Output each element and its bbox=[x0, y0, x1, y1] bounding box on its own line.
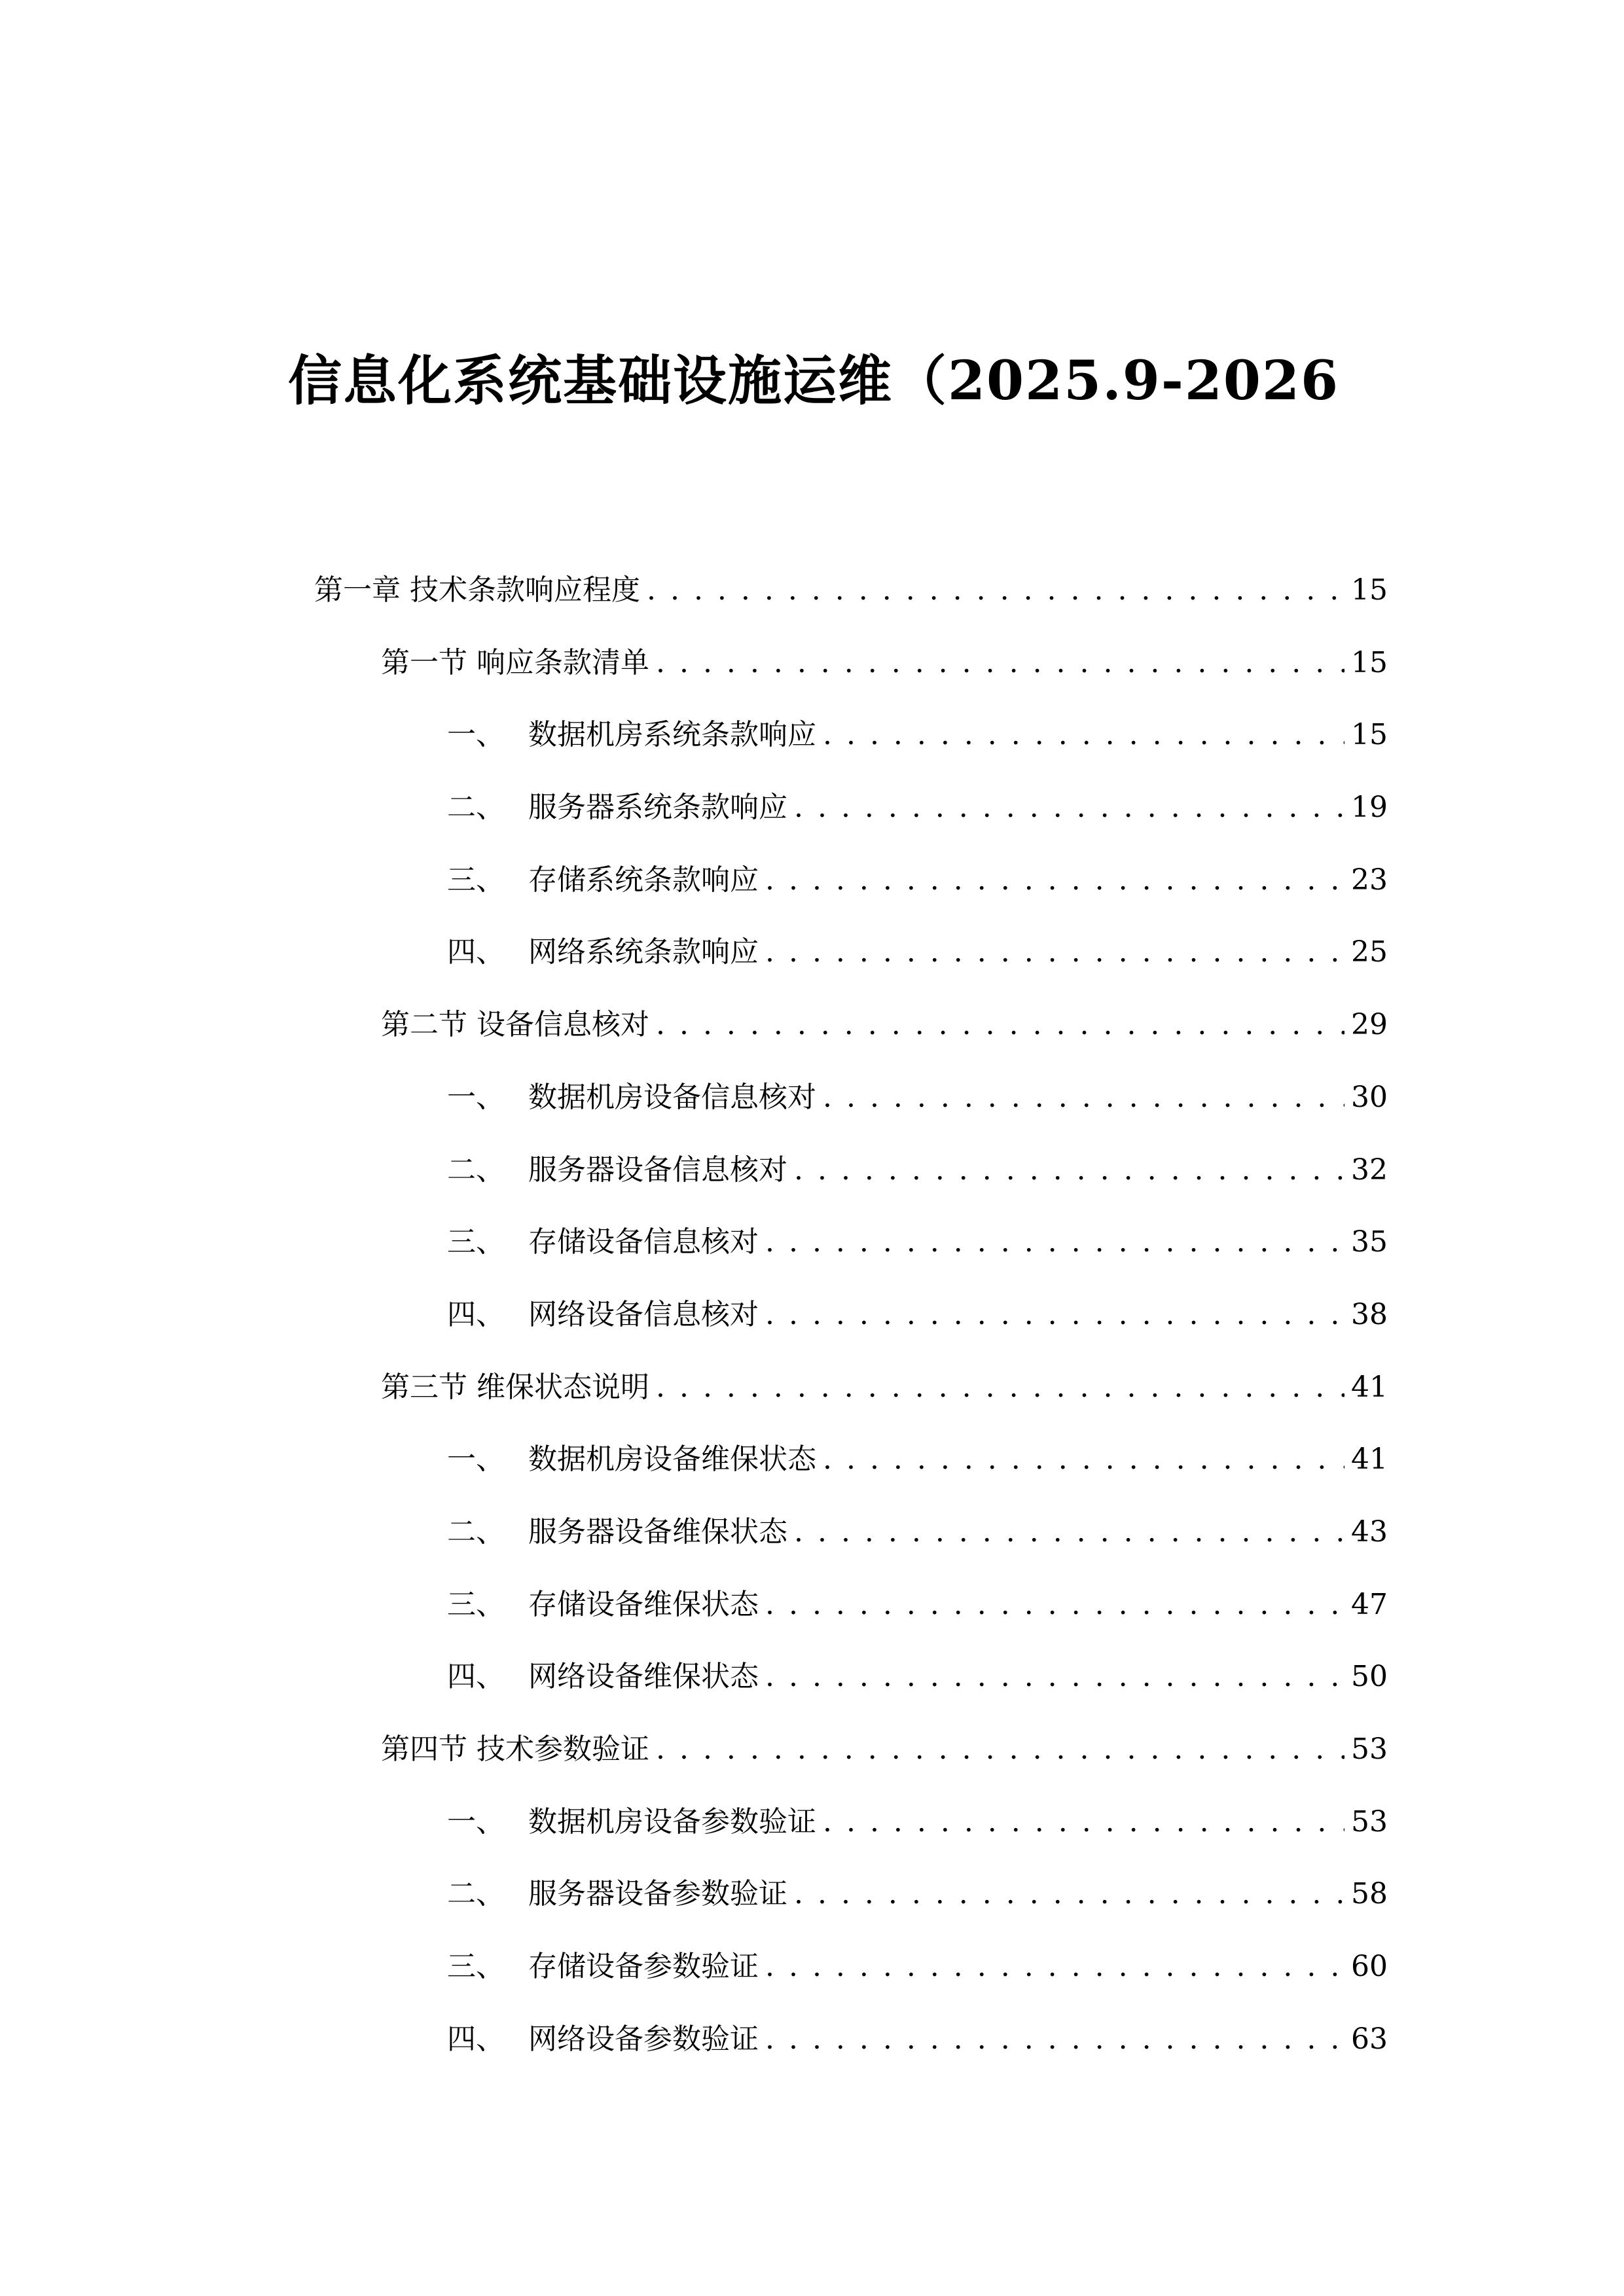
toc-entry-number: 三、 bbox=[447, 863, 505, 897]
toc-entry[interactable] bbox=[314, 1134, 1388, 1207]
toc-entry-page: 63 bbox=[1351, 2022, 1388, 2056]
toc-entry[interactable] bbox=[314, 772, 1388, 844]
toc-entry-page: 35 bbox=[1351, 1225, 1388, 1259]
toc-entry-number: 一、 bbox=[447, 1080, 505, 1114]
table-of-contents bbox=[314, 554, 1388, 2075]
toc-entry-number: 二、 bbox=[447, 791, 505, 825]
dot-leader bbox=[656, 989, 1344, 1062]
toc-entry-page: 50 bbox=[1351, 1660, 1388, 1694]
toc-entry-number: 二、 bbox=[447, 1877, 505, 1911]
toc-entry[interactable] bbox=[314, 1496, 1388, 1569]
toc-entry-label: 第二节 设备信息核对 bbox=[381, 1008, 649, 1042]
dot-leader bbox=[823, 1062, 1344, 1134]
toc-entry[interactable] bbox=[314, 989, 1388, 1062]
toc-entry[interactable] bbox=[314, 1062, 1388, 1134]
toc-entry[interactable] bbox=[314, 1858, 1388, 1931]
dot-leader bbox=[765, 1206, 1344, 1279]
toc-entry-label: 存储设备信息核对 bbox=[528, 1225, 759, 1259]
toc-entry[interactable] bbox=[314, 1569, 1388, 1641]
toc-entry-number: 四、 bbox=[447, 1660, 505, 1694]
toc-entry[interactable] bbox=[314, 1279, 1388, 1352]
dot-leader bbox=[823, 699, 1344, 772]
toc-entry-page: 60 bbox=[1351, 1950, 1388, 1984]
toc-entry-label: 第一节 响应条款清单 bbox=[381, 645, 649, 679]
toc-entry-label: 网络设备参数验证 bbox=[528, 2022, 759, 2056]
toc-entry-label: 数据机房设备维保状态 bbox=[528, 1443, 816, 1477]
toc-entry-label: 网络设备维保状态 bbox=[528, 1660, 759, 1694]
toc-entry[interactable] bbox=[314, 1641, 1388, 1713]
toc-entry-label: 第一章 技术条款响应程度 bbox=[314, 573, 640, 607]
toc-entry-page: 53 bbox=[1351, 1804, 1388, 1839]
toc-entry-number: 四、 bbox=[447, 1297, 505, 1331]
dot-leader bbox=[656, 627, 1344, 700]
toc-entry-number: 二、 bbox=[447, 1515, 505, 1549]
dot-leader bbox=[794, 1496, 1344, 1569]
toc-entry-label: 存储设备参数验证 bbox=[528, 1950, 759, 1984]
toc-entry-number: 二、 bbox=[447, 1153, 505, 1187]
toc-entry-label: 数据机房系统条款响应 bbox=[528, 718, 816, 752]
toc-entry-number: 三、 bbox=[447, 1587, 505, 1621]
toc-entry-number: 四、 bbox=[447, 2022, 505, 2056]
toc-entry-page: 32 bbox=[1351, 1153, 1388, 1187]
dot-leader bbox=[647, 554, 1344, 627]
toc-entry-label: 存储设备维保状态 bbox=[528, 1587, 759, 1621]
dot-leader bbox=[794, 1134, 1344, 1207]
toc-entry[interactable] bbox=[314, 554, 1388, 627]
toc-entry[interactable] bbox=[314, 699, 1388, 772]
toc-entry[interactable] bbox=[314, 1424, 1388, 1496]
dot-leader bbox=[765, 844, 1344, 917]
toc-entry[interactable] bbox=[314, 1931, 1388, 2003]
toc-entry-page: 30 bbox=[1351, 1080, 1388, 1114]
toc-entry-label: 存储系统条款响应 bbox=[528, 863, 759, 897]
toc-entry-number: 三、 bbox=[447, 1950, 505, 1984]
toc-entry[interactable] bbox=[314, 2003, 1388, 2076]
toc-entry[interactable] bbox=[314, 1206, 1388, 1279]
dot-leader bbox=[656, 1713, 1344, 1786]
toc-entry-label: 数据机房设备信息核对 bbox=[528, 1080, 816, 1114]
dot-leader bbox=[765, 1641, 1344, 1713]
dot-leader bbox=[765, 1931, 1344, 2003]
toc-entry-page: 25 bbox=[1351, 935, 1388, 969]
toc-entry-page: 53 bbox=[1351, 1732, 1388, 1766]
document-title: 信息化系统基础设施运维（2025.9-2026 bbox=[288, 350, 1340, 412]
dot-leader bbox=[794, 1858, 1344, 1931]
toc-entry-label: 第三节 维保状态说明 bbox=[381, 1370, 649, 1404]
toc-entry-label: 网络系统条款响应 bbox=[528, 935, 759, 969]
dot-leader bbox=[765, 1279, 1344, 1352]
toc-entry-number: 一、 bbox=[447, 1804, 505, 1839]
dot-leader bbox=[765, 2003, 1344, 2076]
toc-entry-page: 15 bbox=[1351, 573, 1388, 607]
dot-leader bbox=[823, 1786, 1344, 1859]
toc-entry-number: 一、 bbox=[447, 718, 505, 752]
dot-leader bbox=[794, 772, 1344, 844]
toc-entry-page: 15 bbox=[1351, 718, 1388, 752]
dot-leader bbox=[823, 1424, 1344, 1496]
toc-entry[interactable] bbox=[314, 1713, 1388, 1786]
toc-entry[interactable] bbox=[314, 844, 1388, 917]
toc-entry-page: 15 bbox=[1351, 645, 1388, 679]
toc-entry-label: 服务器系统条款响应 bbox=[528, 791, 787, 825]
toc-entry[interactable] bbox=[314, 916, 1388, 989]
toc-entry-page: 41 bbox=[1351, 1443, 1388, 1477]
toc-entry-page: 38 bbox=[1351, 1297, 1388, 1331]
dot-leader bbox=[656, 1352, 1344, 1424]
toc-entry-label: 服务器设备维保状态 bbox=[528, 1515, 787, 1549]
toc-entry-label: 网络设备信息核对 bbox=[528, 1297, 759, 1331]
toc-entry-page: 58 bbox=[1351, 1877, 1388, 1911]
dot-leader bbox=[765, 1569, 1344, 1641]
toc-entry-page: 43 bbox=[1351, 1515, 1388, 1549]
toc-entry-label: 第四节 技术参数验证 bbox=[381, 1732, 649, 1766]
toc-entry[interactable] bbox=[314, 1786, 1388, 1859]
toc-entry-number: 四、 bbox=[447, 935, 505, 969]
toc-entry-label: 服务器设备参数验证 bbox=[528, 1877, 787, 1911]
toc-entry-label: 数据机房设备参数验证 bbox=[528, 1804, 816, 1839]
dot-leader bbox=[765, 916, 1344, 989]
toc-entry-page: 29 bbox=[1351, 1008, 1388, 1042]
toc-entry[interactable] bbox=[314, 1352, 1388, 1424]
toc-entry-page: 23 bbox=[1351, 863, 1388, 897]
toc-entry[interactable] bbox=[314, 627, 1388, 700]
toc-entry-number: 三、 bbox=[447, 1225, 505, 1259]
toc-entry-page: 41 bbox=[1351, 1370, 1388, 1404]
toc-entry-label: 服务器设备信息核对 bbox=[528, 1153, 787, 1187]
toc-entry-page: 19 bbox=[1351, 791, 1388, 825]
toc-entry-page: 47 bbox=[1351, 1587, 1388, 1621]
toc-entry-number: 一、 bbox=[447, 1443, 505, 1477]
